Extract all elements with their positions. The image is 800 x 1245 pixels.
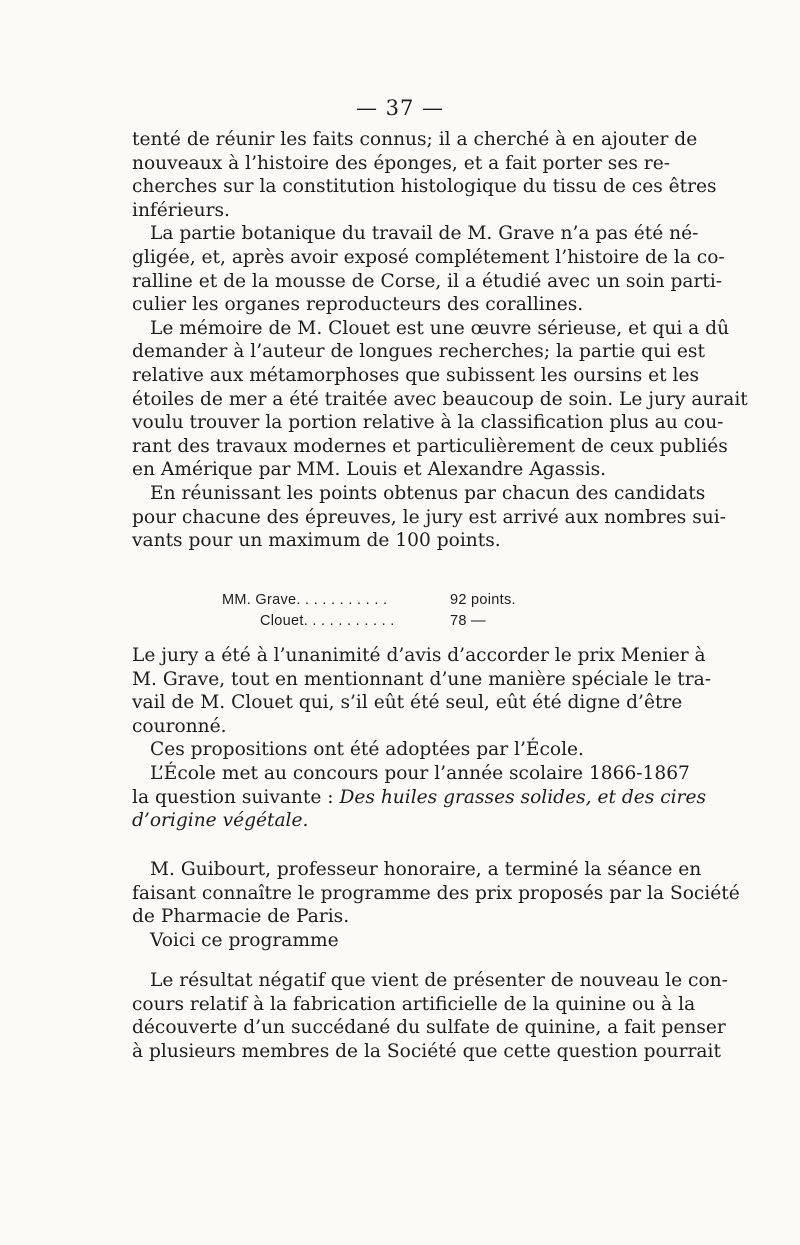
- text-line: couronné.: [132, 715, 227, 737]
- text-line: rant des travaux modernes et particulièrement de ceux publiés: [132, 435, 728, 457]
- text-line: Voici ce programme: [150, 929, 339, 951]
- text-line: cherches sur la constitution histologique du tissu de ces êtres: [132, 176, 717, 198]
- text-line: découverte d’un succédané du sulfate de quinine, a fait penser: [132, 1017, 726, 1039]
- text-line: nouveaux à l’histoire des éponges, et a fait porter ses re-: [132, 152, 670, 174]
- text-line: vail de M. Clouet qui, s’il eût été seul, eût été digne d’être: [132, 692, 683, 714]
- text-line: La partie botanique du travail de M. Grave n’a pas été né-: [150, 223, 699, 245]
- text-line: culier les organes reproducteurs des corallines.: [132, 294, 584, 316]
- candidate-points: 92 points.: [450, 592, 516, 608]
- text-line: demander à l’auteur de longues recherches; la partie qui est: [132, 341, 705, 363]
- paragraph-block-1: [132, 128, 748, 553]
- text-line: gligée, et, après avoir exposé complétement l’histoire de la co-: [132, 246, 725, 268]
- question-title: Des huiles grasses solides, et des cires: [339, 786, 706, 808]
- text-line: vants pour un maximum de 100 points.: [132, 530, 501, 552]
- candidate-name: Clouet. . . . . . . . . . .: [260, 613, 395, 629]
- score-row-grave: [222, 590, 552, 611]
- text-line: de Pharmacie de Paris.: [132, 906, 350, 928]
- text-line: étoiles de mer a été traitée avec beaucoup de soin. Le jury aurait: [132, 388, 748, 410]
- candidate-points: 78 —: [450, 613, 486, 629]
- text-line: Le mémoire de M. Clouet est une œuvre sérieuse, et qui a dû: [150, 317, 730, 339]
- score-table: [222, 590, 552, 632]
- text-line: M. Grave, tout en mentionnant d’une manière spéciale le tra-: [132, 668, 712, 690]
- text-line: Le jury a été à l’unanimité d’avis d’accorder le prix Menier à: [132, 645, 706, 666]
- text-line: relative aux métamorphoses que subissent les oursins et les: [132, 364, 700, 386]
- paragraph-block-2: [132, 644, 712, 833]
- text-line: voulu trouver la portion relative à la classification plus au cou-: [132, 412, 724, 434]
- text-line: [132, 786, 706, 810]
- text-line: tenté de réunir les faits connus; il a cherché à en ajouter de: [132, 129, 698, 150]
- text-line: pour chacune des épreuves, le jury est arrivé aux nombres sui-: [132, 506, 726, 528]
- text-line: L’École met au concours pour l’année scolaire 1866-1867: [150, 762, 690, 784]
- text-line: en Amérique par MM. Louis et Alexandre Agassis.: [132, 459, 607, 481]
- text-line: En réunissant les points obtenus par chacun des candidats: [150, 482, 706, 504]
- page-number: — 37 —: [355, 96, 445, 120]
- candidate-name: MM. Grave. . . . . . . . . . .: [222, 592, 388, 608]
- paragraph-block-4: [132, 969, 728, 1063]
- text-line: Ces propositions ont été adoptées par l’École.: [150, 739, 584, 761]
- text-line: Le résultat négatif que vient de présenter de nouveau le con-: [150, 970, 728, 991]
- question-title-end: d’origine végétale.: [132, 810, 309, 832]
- text-line: inférieurs.: [132, 199, 230, 221]
- text-line: M. Guibourt, professeur honoraire, a terminé la séance en: [150, 859, 702, 880]
- score-row-clouet: [222, 611, 552, 632]
- text-line: ralline et de la mousse de Corse, il a étudié avec un soin parti-: [132, 270, 723, 292]
- text-line: à plusieurs membres de la Société que cette question pourrait: [132, 1040, 721, 1062]
- question-prefix: la question suivante :: [132, 786, 334, 808]
- text-line: cours relatif à la fabrication artificielle de la quinine ou à la: [132, 993, 696, 1015]
- text-line: faisant connaître le programme des prix proposés par la Société: [132, 882, 740, 904]
- paragraph-block-3: [132, 858, 740, 952]
